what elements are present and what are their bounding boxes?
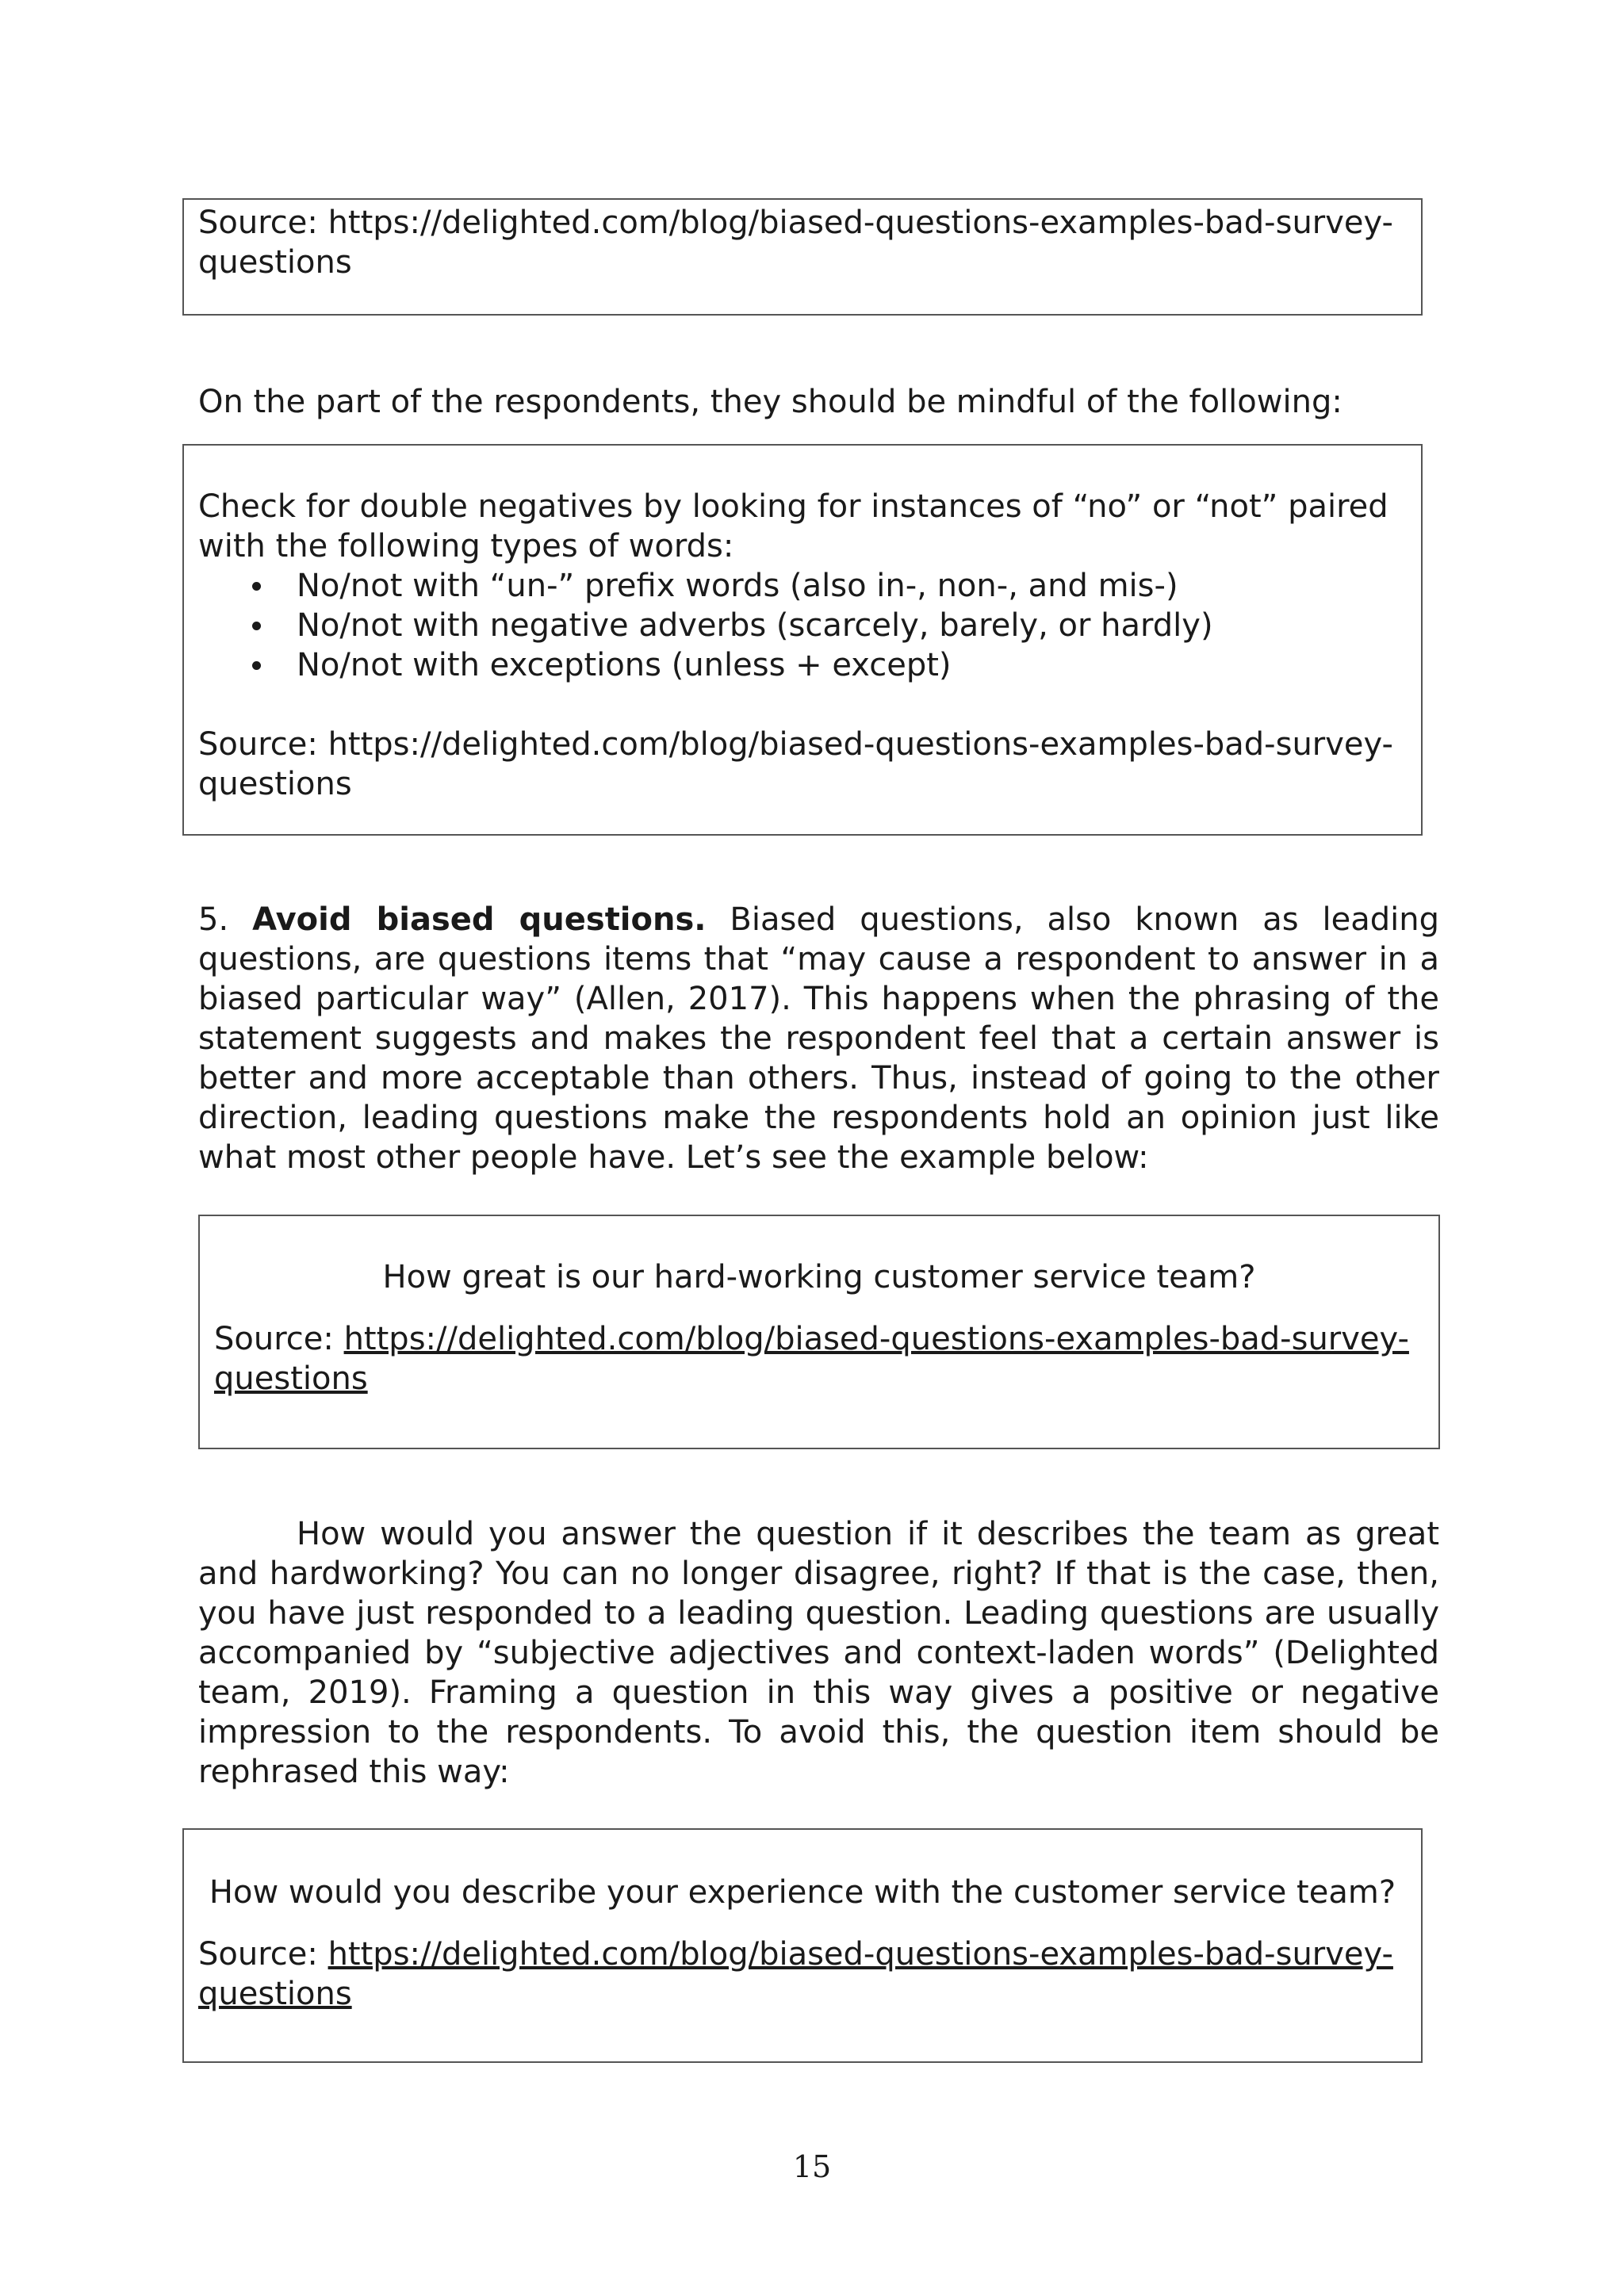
example-question: How would you describe your experience with the customer service team? (209, 1874, 1396, 1911)
rephrased-example-box (182, 1828, 1423, 2063)
leading-question-paragraph (198, 1514, 1439, 1792)
double-negatives-box (182, 444, 1423, 836)
double-negatives-list (198, 566, 1407, 685)
intro-paragraph: On the part of the respondents, they should be mindful of the following: (198, 384, 1342, 420)
list-item: No/not with “un-” prefix words (also in-, non-, and mis-) (297, 566, 1407, 606)
paragraph-text: How would you answer the question if it describes the team as great and hardworking? You can no longer disagree, right? If that is the case, then, you have just responded to a leading question. Leading questions are usually accompanied by “subjective adjectives and context-laden words” (Delighted team, 2019). Framing a question in this way gives a positive or negative impression to the respondents. To avoid this, the question item should be rephrased this way: (198, 1516, 1439, 1790)
list-item: No/not with exceptions (unless + except) (297, 645, 1407, 685)
biased-example-box (198, 1215, 1440, 1449)
source-line: Source: https://delighted.com/blog/biased-questions-examples-bad-survey- (198, 726, 1393, 763)
source-line (198, 1934, 1407, 1974)
section-body: Biased questions, also known as leading questions, are questions items that “may cause a respondent to answer in a biased particular way” (Allen, 2017). This happens when the phrasing of the statement suggests and makes the respondent feel that a certain answer is better and more acceptable than others. Thus, instead of going to the other direction, leading questions make the respondents hold an opinion just like what most other people have. Let’s see the example below: (198, 901, 1439, 1176)
example-question: How great is our hard-working customer service team? (382, 1259, 1256, 1295)
section-5-paragraph (198, 900, 1439, 1177)
source-line: questions (198, 766, 352, 802)
section-heading: Avoid biased questions. (252, 901, 707, 938)
section-number: 5. (198, 901, 229, 938)
source-line: questions (198, 244, 352, 281)
source-link[interactable]: questions (198, 1976, 352, 2012)
source-box-top (182, 198, 1423, 316)
source-line (198, 1974, 1407, 2014)
source-link[interactable]: https://delighted.com/blog/biased-questions-examples-bad-survey- (327, 1936, 1393, 1973)
source-label: Source: (214, 1321, 334, 1357)
source-link[interactable]: https://delighted.com/blog/biased-questions-examples-bad-survey- (343, 1321, 1409, 1357)
page-number: 15 (792, 2149, 832, 2184)
source-line (214, 1319, 1424, 1359)
list-item: No/not with negative adverbs (scarcely, barely, or hardly) (297, 606, 1407, 645)
source-label: Source: (198, 1936, 318, 1973)
source-line: Source: https://delighted.com/blog/biased-questions-examples-bad-survey- (198, 205, 1393, 241)
double-negatives-text: Check for double negatives by looking for instances of “no” or “not” paired with the following types of words: (198, 488, 1388, 564)
source-link[interactable]: questions (214, 1360, 368, 1397)
source-line (214, 1359, 1424, 1399)
